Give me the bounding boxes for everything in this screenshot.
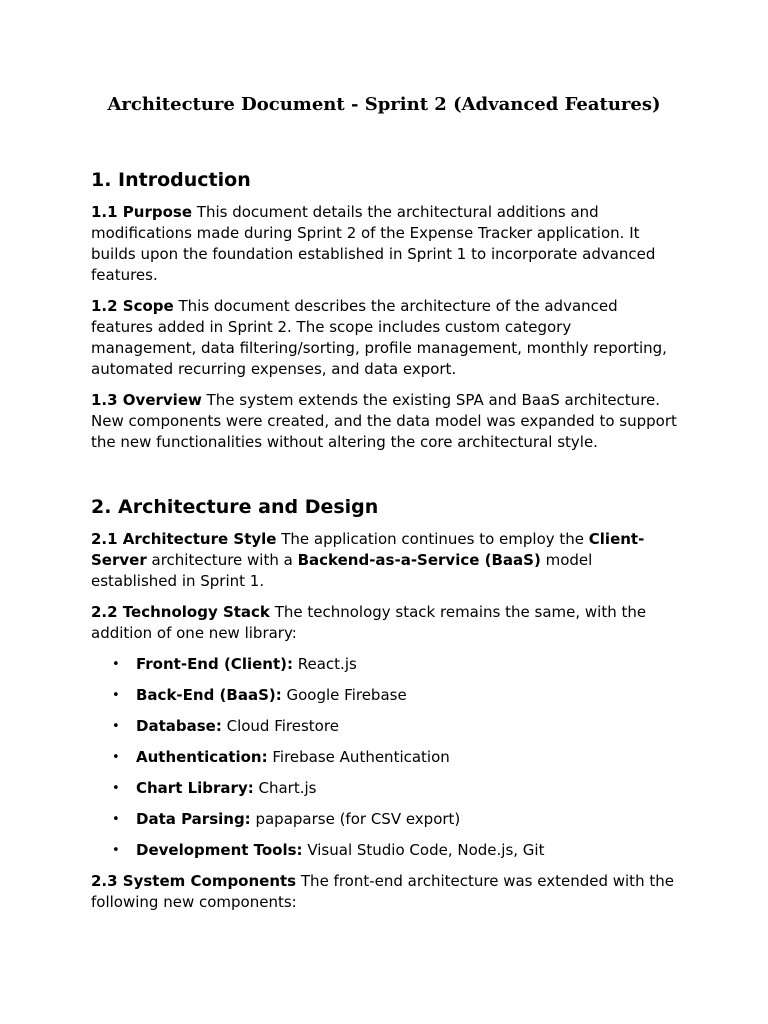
architecture-style-text-b: architecture with a <box>146 551 298 569</box>
stack-item-label: Authentication: <box>136 748 268 766</box>
stack-item-value: Firebase Authentication <box>267 748 450 766</box>
paragraph-architecture-style <box>91 529 681 592</box>
architecture-style-bold-b: Backend-as-a-Service (BaaS) <box>297 551 541 569</box>
list-item <box>91 654 681 675</box>
bullet-icon: • <box>112 750 120 765</box>
bullet-icon: • <box>112 688 120 703</box>
bullet-icon: • <box>112 657 120 672</box>
stack-item-label: Database: <box>136 717 222 735</box>
bullet-icon: • <box>112 719 120 734</box>
paragraph-scope <box>91 296 681 380</box>
stack-item-value: Chart.js <box>253 779 317 797</box>
technology-stack-label: 2.2 Technology Stack <box>91 603 270 621</box>
paragraph-purpose <box>91 202 681 286</box>
stack-item-value: Cloud Firestore <box>221 717 339 735</box>
list-item <box>91 840 681 861</box>
bullet-icon: • <box>112 812 120 827</box>
paragraph-overview <box>91 390 681 453</box>
list-item <box>91 809 681 830</box>
technology-stack-text: The technology stack remains the same, with the addition of one new library: <box>91 603 647 642</box>
stack-item-label: Front-End (Client): <box>136 655 293 673</box>
bullet-icon: • <box>112 781 120 796</box>
scope-text: This document describes the architecture of the advanced features added in Sprint 2. The scope includes custom category management, data filtering/sorting, profile management, monthly reporting, automated recurring expenses, and data export. <box>91 297 667 378</box>
architecture-style-text-c: model established in Sprint 1. <box>91 551 593 590</box>
paragraph-system-components <box>91 871 681 913</box>
architecture-style-label: 2.1 Architecture Style <box>91 530 277 548</box>
list-item <box>91 685 681 706</box>
document-title: Architecture Document - Sprint 2 (Advanced Features) <box>107 94 661 115</box>
architecture-style-text-a: The application continues to employ the <box>276 530 589 548</box>
stack-item-label: Data Parsing: <box>136 810 251 828</box>
list-item <box>91 716 681 737</box>
list-item <box>91 778 681 799</box>
section-heading-introduction: 1. Introduction <box>91 169 251 191</box>
stack-item-value: Visual Studio Code, Node.js, Git <box>302 841 545 859</box>
overview-label: 1.3 Overview <box>91 391 202 409</box>
list-item <box>91 747 681 768</box>
architecture-style-bold-a: Client-Server <box>91 530 645 569</box>
paragraph-technology-stack <box>91 602 681 644</box>
stack-item-label: Development Tools: <box>136 841 303 859</box>
stack-item-value: papaparse (for CSV export) <box>250 810 461 828</box>
technology-stack-list <box>91 654 681 861</box>
system-components-text: The front-end architecture was extended with the following new components: <box>91 872 674 911</box>
purpose-text: This document details the architectural additions and modifications made during Sprint 2 of the Expense Tracker application. It builds upon the foundation established in Sprint 1 to incorporate advanced features. <box>91 203 656 284</box>
stack-item-label: Chart Library: <box>136 779 254 797</box>
section-heading-architecture: 2. Architecture and Design <box>91 496 379 518</box>
scope-label: 1.2 Scope <box>91 297 174 315</box>
purpose-label: 1.1 Purpose <box>91 203 193 221</box>
document-body <box>91 167 681 923</box>
stack-item-label: Back-End (BaaS): <box>136 686 282 704</box>
stack-item-value: React.js <box>292 655 357 673</box>
overview-text: The system extends the existing SPA and BaaS architecture. New components were created, and the data model was expanded to support the new functionalities without altering the core architectural style. <box>91 391 677 451</box>
bullet-icon: • <box>112 843 120 858</box>
system-components-label: 2.3 System Components <box>91 872 297 890</box>
stack-item-value: Google Firebase <box>281 686 407 704</box>
